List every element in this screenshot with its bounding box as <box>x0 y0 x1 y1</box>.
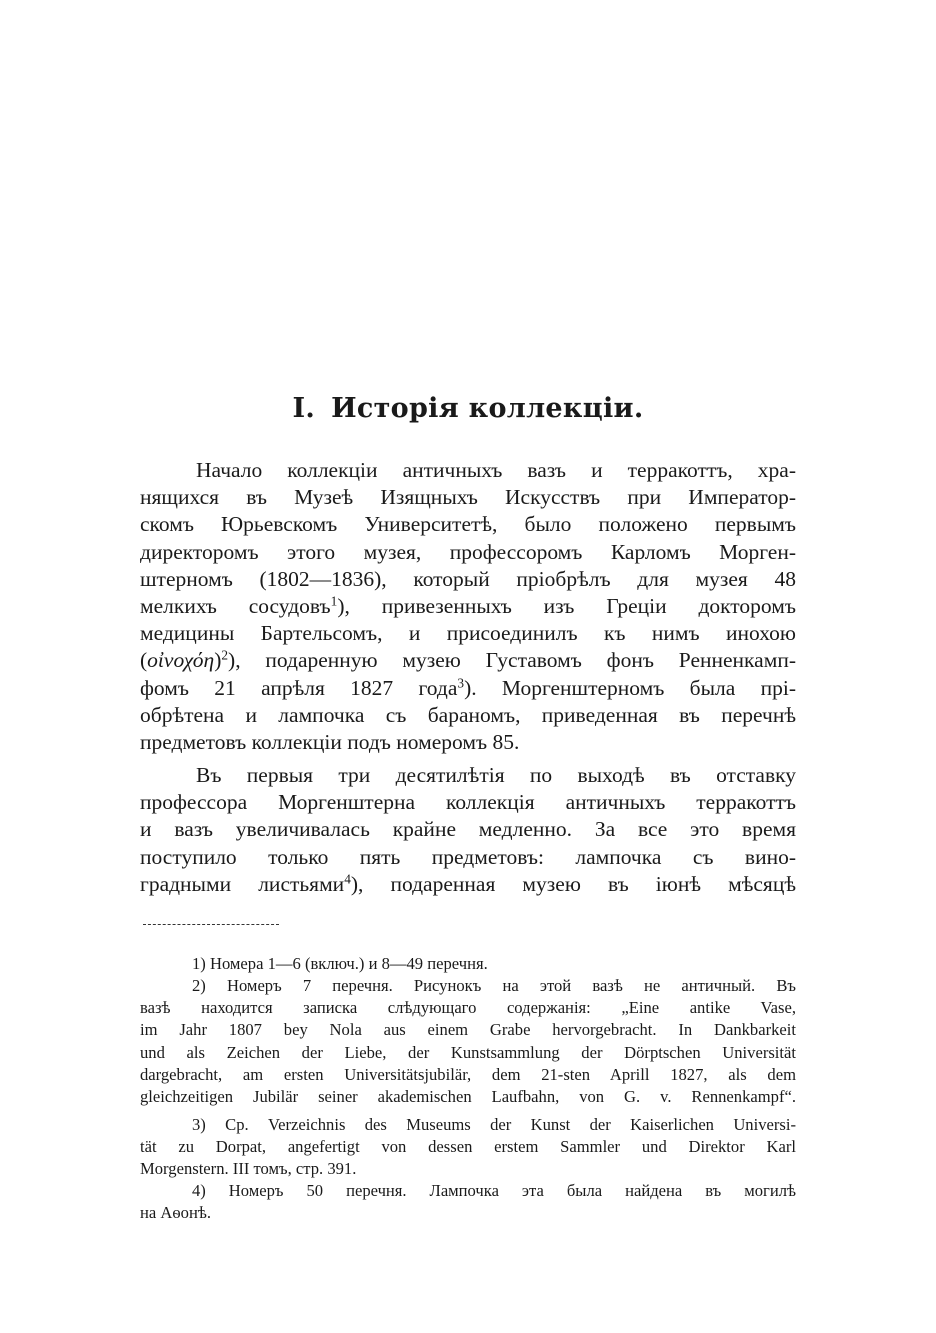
footnote-line: dargebracht, am ersten Universitätsjubilär, dem 21-sten Aprill 1827, als dem <box>140 1064 796 1084</box>
chapter-heading <box>0 393 936 424</box>
footnote-line: tät zu Dorpat, angefertigt von dessen erstem Sammler und Direktor Karl <box>140 1137 796 1157</box>
footnote-3 <box>140 1114 796 1181</box>
text-line: Начало коллекціи античныхъ вазъ и терракоттъ, хра- <box>196 458 796 482</box>
footnote-line: 3) Ср. Verzeichnis des Museums der Kunst der Kaiserlichen Universi- <box>192 1115 796 1134</box>
text-line: штерномъ (1802—1836), который пріобрѣлъ для музея 48 <box>140 566 796 591</box>
footnote-line: 1) Номера 1—6 (включ.) и 8—49 перечня. <box>192 954 488 973</box>
text-line: предметовъ коллекціи подъ номеромъ 85. <box>140 729 520 754</box>
text-segment: ) <box>214 648 222 673</box>
footnote-ref-3: 3 <box>457 675 465 691</box>
footnote-line: вазѣ находится записка слѣдующаго содержанія: „Eine antike Vase, <box>140 998 796 1018</box>
footnote-separator <box>143 924 279 925</box>
text-segment: фомъ 21 апрѣля 1827 года <box>140 675 458 700</box>
text-line: медицины Бартельсомъ, и присоединилъ къ нимъ инохою <box>140 621 796 646</box>
text-line: профессора Моргенштерна коллекція античныхъ терракоттъ <box>140 790 796 815</box>
text-line: директоромъ этого музея, профессоромъ Карломъ Морген- <box>140 539 796 564</box>
text-segment: ), привезенныхъ изъ Греціи докторомъ <box>337 593 796 618</box>
text-segment: мелкихъ сосудовъ <box>140 593 331 618</box>
footnote-2 <box>140 975 796 1108</box>
chapter-title: Исторія коллекціи. <box>331 393 644 424</box>
paragraph-2 <box>140 762 796 898</box>
footnote-ref-4: 4 <box>344 871 351 887</box>
text-line <box>140 675 796 702</box>
footnote-line: 2) Номеръ 7 перечня. Рисунокъ на этой вазѣ не античный. Въ <box>192 976 796 995</box>
text-line <box>140 593 796 620</box>
footnote-line: 4) Номеръ 50 перечня. Лампочка эта была найдена въ могилѣ <box>192 1181 796 1200</box>
footnote-4 <box>140 1180 796 1224</box>
footnote-line: und als Zeichen der Liebe, der Kunstsammlung der Dörptschen Universität <box>140 1042 796 1062</box>
text-line: поступило только пять предметовъ: лампочка съ вино- <box>140 844 796 869</box>
footnote-line: на Аѳонѣ. <box>140 1203 212 1223</box>
footnote-line: gleichzeitigen Jubilär seiner akademischen Laufbahn, von G. v. Rennenkampf“. <box>140 1086 796 1106</box>
footnote-line: Morgenstern. III томъ, стр. 391. <box>140 1159 357 1179</box>
text-line: Въ первыя три десятилѣтія по выходѣ въ отставку <box>196 763 796 787</box>
text-segment: ( <box>140 648 148 673</box>
text-segment: ), подаренная музею въ іюнѣ мѣсяцѣ <box>350 871 796 896</box>
text-line: нящихся въ Музеѣ Изящныхъ Искусствъ при Император- <box>140 485 796 510</box>
text-segment: ), подаренную музею Густавомъ фонъ Ренненкамп- <box>228 648 796 673</box>
text-line: и вазъ увеличивалась крайне медленно. За все это время <box>140 817 796 842</box>
greek-word: οἰνοχόη <box>147 648 215 673</box>
footnote-ref-2: 2 <box>221 647 229 663</box>
footnote-line: im Jahr 1807 bey Nola aus einem Grabe hervorgebracht. In Dankbarkeit <box>140 1020 796 1040</box>
text-segment: градными листьями <box>140 871 345 896</box>
text-line: обрѣтена и лампочка съ бараномъ, приведенная въ перечнѣ <box>140 702 796 727</box>
footnote-ref-1: 1 <box>330 593 338 609</box>
text-line <box>140 647 796 674</box>
text-segment: ). Моргенштерномъ была прі- <box>464 675 797 700</box>
footnote-1 <box>140 953 796 975</box>
paragraph-1 <box>140 457 796 756</box>
chapter-number: I. <box>292 393 316 424</box>
text-line: скомъ Юрьевскомъ Университетѣ, было положено первымъ <box>140 512 796 537</box>
text-line <box>140 871 796 898</box>
